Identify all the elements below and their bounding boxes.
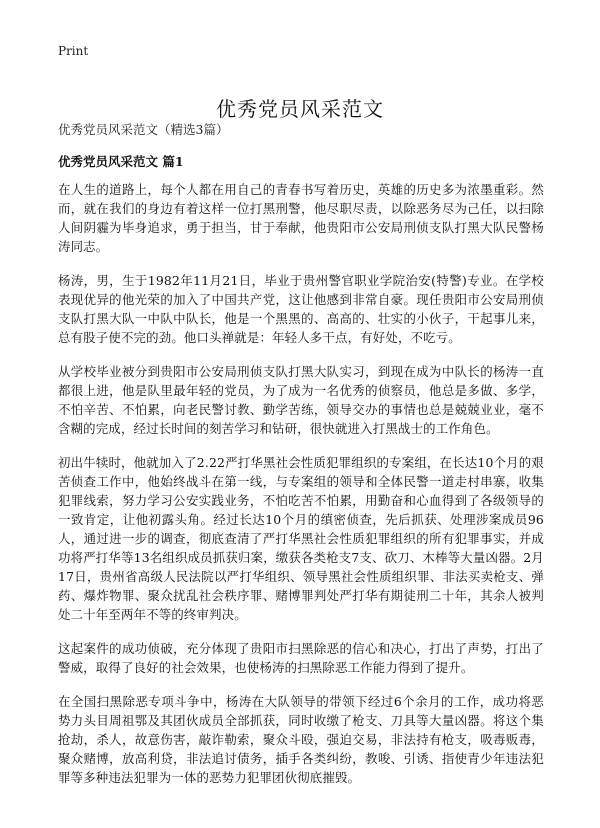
document-title: 优秀党员风采范文: [216, 97, 384, 122]
paragraph: 从学校毕业被分到贵阳市公安局刑侦支队打黑大队实习，到现在成为中队长的杨涛一直都很上进，他是队里最年轻的党员，为了成为一名优秀的侦察员，他总是多做、多学，不怕辛苦、不怕累，向老民警讨教、勤学苦练，领导交办的事情也总是兢兢业业，毫不含糊的完成，经过长时间的刻苦学习和钻研，很快就进入打黑战士的工作角色。: [58, 364, 544, 436]
document-subtitle: 优秀党员风采范文（精选3篇）: [58, 122, 229, 137]
paragraph: 初出牛犊时，他就加入了2.22严打华黑社会性质犯罪组织的专案组，在长达10个月的艰苦侦查工作中，他始终战斗在第一线，与专案组的领导和全体民警一道走村串寨，收集犯罪线索，努力学习公安实践业务，不怕吃苦不怕累，用勤奋和心血得到了各级领导的一致肯定，让他初露头角。经过长达10个月的缜密侦查，先后抓获、处理涉案成员96人，通过进一步的调查，彻底查清了严打华黑社会性质犯罪组织的所有犯罪事实，并成功将严打华等13名组织成员抓获归案，缴获各类枪支7支、砍刀、木棒等大量凶器。2月17日，贵州省高级人民法院以严打华组织、领导黑社会性质组织罪、非法买卖枪支、弹药、爆炸物罪、聚众扰乱社会秩序罪、赌博罪判处严打华有期徒刑二十年，其余人被判处二十年至两年不等的终审判决。: [58, 455, 544, 622]
paragraph: 杨涛，男，生于1982年11月21日，毕业于贵州警官职业学院治安(特警)专业。在学校表现优异的他光荣的加入了中国共产党，这让他感到非常自豪。现任贵阳市公安局刑侦支队打黑大队一中队中队长，他是一个黑黑的、高高的、壮实的小伙子，干起事儿来，总有股子使不完的劲。他口头禅就是：年轻人多干点，有好处，不吃亏。: [58, 273, 544, 345]
article-body: [58, 180, 544, 802]
paragraph: 这起案件的成功侦破，充分体现了贵阳市扫黑除恶的信心和决心，打出了声势，打出了警威，取得了良好的社会效果，也使杨涛的扫黑除恶工作能力得到了提升。: [58, 641, 544, 675]
print-link[interactable]: Print: [58, 44, 89, 58]
paragraph: 在人生的道路上，每个人都在用自己的青春书写着历史，英雄的历史多为浓墨重彩。然而，就在我们的身边有着这样一位打黑刑警，他尽职尽责，以除恶务尽为己任，以扫除人间阴霾为毕身追求，勇于担当，甘于奉献，他贵阳市公安局刑侦支队打黑大队民警杨涛同志。: [58, 182, 544, 254]
section-heading: 优秀党员风采范文 篇1: [58, 154, 184, 169]
paragraph: 在全国扫黑除恶专项斗争中，杨涛在大队领导的带领下经过6个余月的工作，成功将恶势力头目周祖鄂及其团伙成员全部抓获，同时收缴了枪支、刀具等大量凶器。将这个集抢劫，杀人，故意伤害，敲诈勒索，聚众斗殴，强迫交易，非法持有枪支，吸毒贩毒，聚众赌博，放高利贷，非法追讨债务，插手各类纠纷，教唆、引诱、指使青少年违法犯罪等多种违法犯罪为一体的恶势力犯罪团伙彻底摧毁。: [58, 694, 544, 785]
